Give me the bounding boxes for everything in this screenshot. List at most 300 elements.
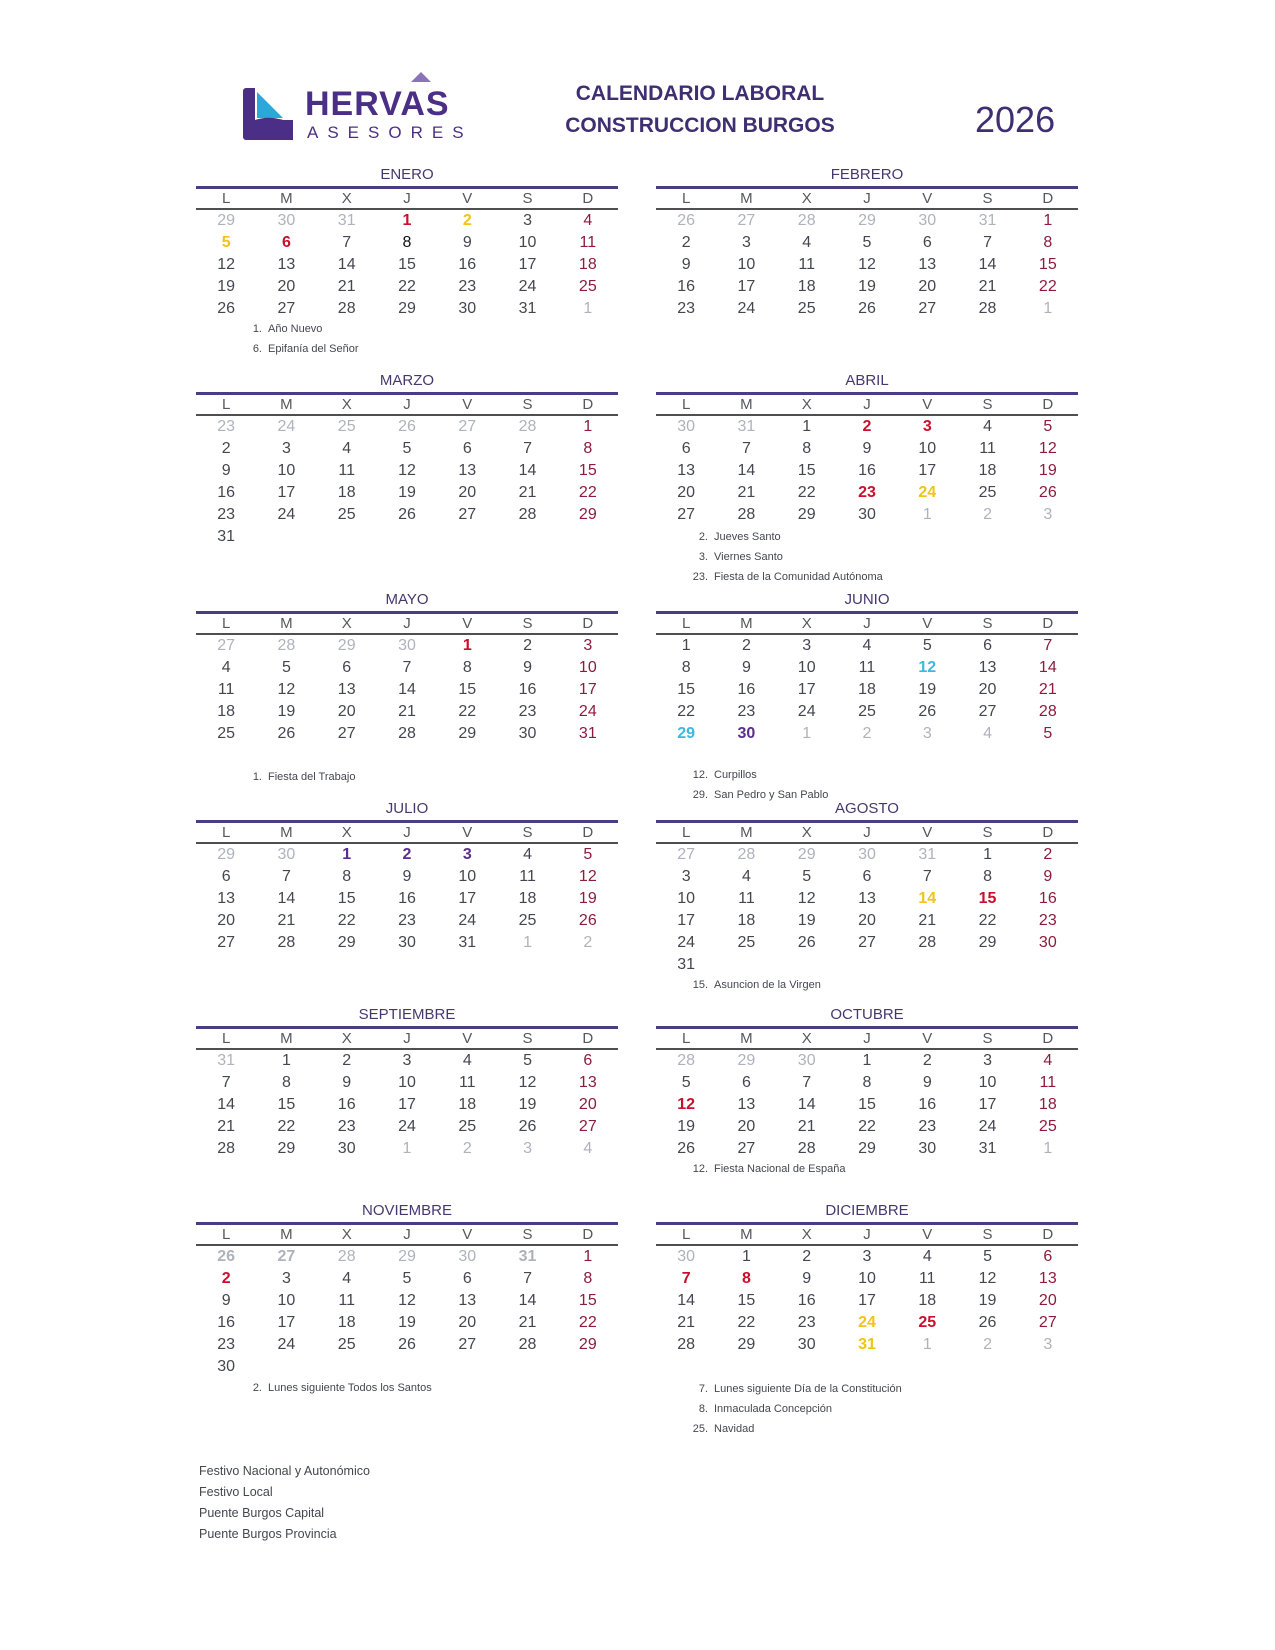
- day-cell: 12: [398, 1292, 416, 1309]
- day-cell: 11: [979, 440, 996, 457]
- day-cell: 29: [797, 506, 816, 523]
- day-cell: 1: [1043, 1140, 1053, 1157]
- day-cell: 5: [983, 1248, 992, 1265]
- day-cell: 9: [462, 234, 472, 251]
- week-row: [196, 844, 618, 866]
- weekday-label: J: [403, 1030, 411, 1047]
- weekday-label: V: [462, 824, 473, 841]
- weekday-label: D: [582, 1030, 594, 1047]
- day-cell: 8: [583, 1270, 593, 1287]
- day-cell: 14: [1038, 659, 1057, 676]
- weekday-label: S: [982, 396, 993, 413]
- day-cell: 21: [677, 1314, 696, 1331]
- day-cell: 26: [858, 300, 876, 317]
- day-cell: 29: [217, 846, 236, 863]
- day-cell: 11: [738, 890, 755, 907]
- weekday-header: [656, 1029, 1078, 1050]
- day-cell: 21: [797, 1118, 816, 1135]
- week-row: [656, 723, 1078, 745]
- day-cell: 1: [922, 1336, 932, 1353]
- day-cell: 18: [518, 890, 537, 907]
- day-cell: 26: [217, 300, 236, 317]
- day-cell: 2: [462, 212, 472, 229]
- day-cell: 23: [797, 1314, 816, 1331]
- day-cell: 24: [677, 934, 696, 951]
- day-cell: 30: [918, 212, 937, 229]
- day-cell: 3: [681, 868, 691, 885]
- holiday-note-day: 29.: [692, 789, 708, 801]
- holiday-note-text: Fiesta de la Comunidad Autónoma: [714, 571, 883, 583]
- day-cell: 13: [1038, 1270, 1057, 1287]
- day-cell: 2: [1043, 846, 1053, 863]
- day-cell: 6: [281, 234, 291, 251]
- day-cell: 3: [462, 846, 472, 863]
- weekday-label: V: [922, 615, 933, 632]
- day-cell: 19: [518, 1096, 537, 1113]
- day-cell: 25: [797, 300, 816, 317]
- day-cell: 16: [458, 256, 477, 273]
- day-cell: 5: [583, 846, 593, 863]
- weekday-label: J: [863, 1030, 871, 1047]
- day-cell: 4: [922, 1248, 932, 1265]
- day-cell: 18: [858, 681, 876, 698]
- day-cell: 13: [277, 256, 296, 273]
- day-cell: 8: [741, 1270, 751, 1287]
- day-cell: 5: [1043, 725, 1053, 742]
- day-cell: 24: [398, 1118, 416, 1135]
- day-cell: 20: [337, 703, 356, 720]
- day-cell: 29: [797, 846, 816, 863]
- day-cell: 28: [277, 637, 296, 654]
- day-cell: 9: [681, 256, 691, 273]
- holiday-note-text: Curpillos: [714, 769, 757, 781]
- weekday-label: J: [403, 1226, 411, 1243]
- day-cell: [558, 1356, 618, 1378]
- day-cell: 20: [1038, 1292, 1057, 1309]
- weekday-label: D: [1042, 396, 1054, 413]
- day-cell: 4: [741, 868, 751, 885]
- day-cell: 28: [337, 300, 356, 317]
- day-cell: 13: [458, 462, 477, 479]
- day-cell: 2: [523, 637, 532, 654]
- weekday-label: V: [462, 1030, 473, 1047]
- day-cell: 30: [458, 1248, 477, 1265]
- day-cell: 10: [918, 440, 937, 457]
- day-cell: 24: [277, 1336, 296, 1353]
- day-cell: 5: [402, 440, 412, 457]
- day-cell: 17: [277, 1314, 296, 1331]
- company-logo: [243, 72, 483, 144]
- day-cell: 7: [402, 659, 412, 676]
- day-cell: 4: [802, 234, 812, 251]
- week-row: [196, 723, 618, 745]
- day-cell: 21: [918, 912, 937, 929]
- day-cell: 27: [737, 212, 756, 229]
- day-cell: 30: [398, 637, 416, 654]
- day-cell: 2: [402, 846, 412, 863]
- holiday-note: [682, 1159, 845, 1179]
- day-cell: 31: [217, 528, 236, 545]
- day-cell: 3: [583, 637, 593, 654]
- weekday-label: X: [341, 1030, 352, 1047]
- day-cell: 9: [741, 659, 751, 676]
- week-row: [196, 232, 618, 254]
- holiday-note-day: 25.: [692, 1423, 708, 1435]
- day-cell: 20: [458, 1314, 477, 1331]
- holiday-note: [236, 1378, 432, 1398]
- weekday-label: S: [522, 615, 533, 632]
- day-cell: 15: [578, 1292, 597, 1309]
- weekday-label: D: [582, 190, 594, 207]
- weekday-label: J: [403, 615, 411, 632]
- holiday-note-text: Navidad: [714, 1423, 755, 1435]
- week-row: [656, 635, 1078, 657]
- day-cell: 12: [578, 868, 597, 885]
- day-cell: 31: [458, 934, 477, 951]
- day-cell: 23: [458, 278, 477, 295]
- day-cell: 22: [978, 912, 997, 929]
- weekday-label: S: [982, 1226, 993, 1243]
- day-cell: 4: [983, 418, 992, 435]
- day-cell: 26: [797, 934, 816, 951]
- day-cell: 20: [978, 681, 997, 698]
- day-cell: 16: [858, 462, 876, 479]
- day-cell: 8: [281, 1074, 291, 1091]
- weekday-header: [656, 189, 1078, 210]
- day-cell: 26: [677, 212, 696, 229]
- day-cell: 27: [737, 1140, 756, 1157]
- day-cell: 21: [337, 278, 356, 295]
- day-cell: 5: [681, 1074, 691, 1091]
- day-cell: 22: [677, 703, 696, 720]
- day-cell: 28: [277, 934, 296, 951]
- holiday-note-text: San Pedro y San Pablo: [714, 789, 829, 801]
- day-cell: 6: [681, 440, 691, 457]
- holiday-note-text: Año Nuevo: [268, 323, 323, 335]
- day-cell: 27: [337, 725, 356, 742]
- day-cell: 2: [221, 440, 231, 457]
- day-cell: 9: [1043, 868, 1053, 885]
- weekday-label: V: [922, 824, 933, 841]
- day-cell: 14: [737, 462, 756, 479]
- day-cell: 6: [462, 1270, 472, 1287]
- logo-accent-icon: [411, 72, 431, 82]
- weekday-label: S: [982, 190, 993, 207]
- day-cell: 8: [583, 440, 593, 457]
- month-title: JULIO: [385, 800, 429, 817]
- week-row: [196, 1116, 618, 1138]
- holiday-note: [682, 547, 883, 567]
- week-row: [656, 1138, 1078, 1160]
- day-cell: 31: [858, 1336, 876, 1353]
- day-cell: 28: [518, 418, 537, 435]
- day-cell: 21: [398, 703, 416, 720]
- day-cell: 9: [862, 440, 872, 457]
- day-cell: 21: [217, 1118, 236, 1135]
- day-cell: 1: [583, 1248, 593, 1265]
- day-cell: 13: [918, 256, 937, 273]
- day-cell: 28: [217, 1140, 236, 1157]
- holiday-note-day: 2.: [252, 1382, 262, 1394]
- day-cell: 25: [1038, 1118, 1057, 1135]
- weekday-label: J: [863, 615, 871, 632]
- day-cell: 6: [342, 659, 352, 676]
- weekday-label: X: [341, 396, 352, 413]
- day-cell: 12: [918, 659, 937, 676]
- day-cell: 1: [462, 637, 472, 654]
- day-cell: 23: [737, 703, 756, 720]
- day-cell: 23: [858, 484, 876, 501]
- day-cell: 27: [677, 846, 696, 863]
- week-row: [656, 866, 1078, 888]
- weekday-label: D: [582, 615, 594, 632]
- weekday-label: M: [280, 396, 293, 413]
- day-cell: 28: [677, 1336, 696, 1353]
- day-cell: 21: [737, 484, 756, 501]
- day-cell: 4: [523, 846, 532, 863]
- day-cell: 23: [217, 418, 236, 435]
- day-cell: 11: [217, 681, 235, 698]
- week-row: [656, 657, 1078, 679]
- week-row: [656, 1116, 1078, 1138]
- day-cell: 29: [858, 1140, 876, 1157]
- week-row: [196, 866, 618, 888]
- day-cell: 8: [983, 868, 992, 885]
- day-cell: 30: [677, 418, 696, 435]
- day-cell: 17: [918, 462, 937, 479]
- month-diciembre: [656, 1201, 1078, 1356]
- day-cell: 6: [462, 440, 472, 457]
- day-cell: 17: [277, 484, 296, 501]
- day-cell: 19: [217, 278, 236, 295]
- day-cell: 31: [737, 418, 756, 435]
- day-cell: 18: [978, 462, 997, 479]
- day-cell: 1: [1043, 212, 1053, 229]
- month-title: JUNIO: [844, 591, 890, 608]
- weekday-label: D: [582, 396, 594, 413]
- weekday-label: S: [982, 1030, 993, 1047]
- day-cell: 2: [802, 1248, 812, 1265]
- weekday-label: D: [1042, 1226, 1054, 1243]
- day-cell: 8: [1043, 234, 1053, 251]
- month-title: AGOSTO: [835, 800, 899, 817]
- day-cell: 24: [458, 912, 477, 929]
- day-cell: 13: [978, 659, 997, 676]
- day-cell: 14: [978, 256, 997, 273]
- weekday-label: L: [221, 1030, 231, 1047]
- month-title: DICIEMBRE: [825, 1202, 909, 1219]
- day-cell: [716, 954, 776, 976]
- day-cell: 1: [402, 1140, 412, 1157]
- day-cell: 11: [858, 659, 876, 676]
- week-row: [196, 1050, 618, 1072]
- day-cell: 27: [858, 934, 876, 951]
- day-cell: 5: [1043, 418, 1053, 435]
- weekday-label: V: [922, 190, 933, 207]
- day-cell: 4: [462, 1052, 472, 1069]
- day-cell: 14: [677, 1292, 696, 1309]
- weekday-label: X: [341, 1226, 352, 1243]
- day-cell: 18: [337, 1314, 356, 1331]
- day-cell: 14: [337, 256, 356, 273]
- day-cell: 30: [398, 934, 416, 951]
- week-row: [196, 635, 618, 657]
- day-cell: 26: [518, 1118, 537, 1135]
- day-cell: 20: [578, 1096, 597, 1113]
- week-row: [656, 1050, 1078, 1072]
- day-cell: 1: [1043, 300, 1053, 317]
- weekday-label: J: [403, 396, 411, 413]
- day-cell: 17: [518, 256, 537, 273]
- day-cell: 6: [922, 234, 932, 251]
- day-cell: 8: [402, 234, 412, 251]
- week-row: [196, 932, 618, 954]
- day-cell: 29: [277, 1140, 296, 1157]
- day-cell: 17: [978, 1096, 997, 1113]
- day-cell: 16: [1038, 890, 1057, 907]
- holiday-note-text: Inmaculada Concepción: [714, 1403, 833, 1415]
- day-cell: 16: [677, 278, 696, 295]
- day-cell: 13: [458, 1292, 477, 1309]
- day-cell: 1: [583, 418, 593, 435]
- weekday-label: J: [863, 396, 871, 413]
- day-cell: 30: [737, 725, 756, 742]
- day-cell: 3: [1043, 1336, 1053, 1353]
- day-cell: 1: [741, 1248, 751, 1265]
- day-cell: 7: [523, 1270, 532, 1287]
- weekday-label: S: [522, 1030, 533, 1047]
- day-cell: 3: [281, 440, 291, 457]
- notes-octubre: [682, 1159, 845, 1179]
- weekday-label: M: [280, 190, 293, 207]
- month-mayo: [196, 590, 618, 745]
- day-cell: 27: [217, 934, 236, 951]
- holiday-note: [236, 319, 359, 339]
- month-junio: [656, 590, 1078, 745]
- day-cell: [317, 1356, 377, 1378]
- day-cell: 27: [458, 1336, 477, 1353]
- week-row: [656, 438, 1078, 460]
- day-cell: 30: [797, 1052, 816, 1069]
- day-cell: 8: [681, 659, 691, 676]
- day-cell: [497, 526, 557, 548]
- day-cell: 3: [1043, 506, 1053, 523]
- day-cell: 15: [458, 681, 477, 698]
- holiday-note: [682, 1399, 902, 1419]
- weekday-label: S: [522, 1226, 533, 1243]
- day-cell: 23: [677, 300, 696, 317]
- day-cell: 7: [221, 1074, 231, 1091]
- day-cell: 20: [217, 912, 236, 929]
- day-cell: 29: [578, 1336, 597, 1353]
- day-cell: 9: [922, 1074, 932, 1091]
- day-cell: 19: [797, 912, 816, 929]
- weekday-label: J: [863, 824, 871, 841]
- day-cell: 12: [217, 256, 236, 273]
- day-cell: 17: [677, 912, 696, 929]
- day-cell: 9: [221, 462, 231, 479]
- day-cell: 29: [858, 212, 876, 229]
- day-cell: [837, 954, 897, 976]
- day-cell: 25: [337, 1336, 356, 1353]
- logo-subtitle: ASESORES: [307, 123, 473, 142]
- day-cell: 24: [858, 1314, 876, 1331]
- day-cell: 14: [277, 890, 296, 907]
- week-row: [196, 504, 618, 526]
- day-cell: 26: [398, 506, 416, 523]
- day-cell: 5: [922, 637, 932, 654]
- weekday-label: M: [280, 1030, 293, 1047]
- holiday-note: [682, 765, 828, 785]
- notes-mayo: [236, 767, 355, 787]
- day-cell: 15: [398, 256, 416, 273]
- day-cell: 19: [918, 681, 937, 698]
- holiday-note-text: Lunes siguiente Todos los Santos: [268, 1382, 432, 1394]
- day-cell: 22: [1038, 278, 1057, 295]
- day-cell: 22: [277, 1118, 296, 1135]
- day-cell: 6: [983, 637, 992, 654]
- holiday-note-day: 12.: [692, 1163, 708, 1175]
- day-cell: 17: [737, 278, 756, 295]
- weekday-header: [196, 395, 618, 416]
- day-cell: 12: [677, 1096, 696, 1113]
- day-cell: 28: [797, 1140, 816, 1157]
- day-cell: 11: [338, 1292, 355, 1309]
- holiday-note-day: 12.: [692, 769, 708, 781]
- day-cell: 4: [583, 1140, 593, 1157]
- day-cell: 31: [578, 725, 597, 742]
- day-cell: 7: [802, 1074, 812, 1091]
- week-row: [656, 844, 1078, 866]
- day-cell: 11: [579, 234, 597, 251]
- month-julio: [196, 799, 618, 954]
- day-cell: 19: [1038, 462, 1057, 479]
- day-cell: [317, 526, 377, 548]
- day-cell: 27: [277, 1248, 296, 1265]
- day-cell: 12: [277, 681, 296, 698]
- day-cell: 7: [281, 868, 291, 885]
- day-cell: 16: [918, 1096, 937, 1113]
- day-cell: 30: [277, 846, 296, 863]
- day-cell: 3: [741, 234, 751, 251]
- day-cell: 29: [337, 637, 356, 654]
- month-title: MAYO: [385, 591, 429, 608]
- weekday-label: X: [801, 824, 812, 841]
- day-cell: 8: [862, 1074, 872, 1091]
- day-cell: 11: [798, 256, 815, 273]
- weekday-label: M: [280, 824, 293, 841]
- day-cell: 10: [578, 659, 597, 676]
- day-cell: 6: [1043, 1248, 1053, 1265]
- weekday-label: D: [582, 824, 594, 841]
- day-cell: 31: [217, 1052, 236, 1069]
- day-cell: 7: [523, 440, 532, 457]
- legend-puente-provincia: Puente Burgos Provincia: [199, 1527, 337, 1541]
- day-cell: 13: [337, 681, 356, 698]
- day-cell: 11: [519, 868, 536, 885]
- weekday-label: X: [801, 1226, 812, 1243]
- weekday-label: L: [681, 824, 691, 841]
- day-cell: 20: [458, 484, 477, 501]
- day-cell: 26: [918, 703, 937, 720]
- day-cell: 7: [342, 234, 352, 251]
- day-cell: 31: [918, 846, 937, 863]
- day-cell: 11: [458, 1074, 476, 1091]
- weekday-label: J: [863, 190, 871, 207]
- holiday-note: [682, 567, 883, 587]
- weekday-label: V: [922, 1030, 933, 1047]
- day-cell: 15: [1038, 256, 1057, 273]
